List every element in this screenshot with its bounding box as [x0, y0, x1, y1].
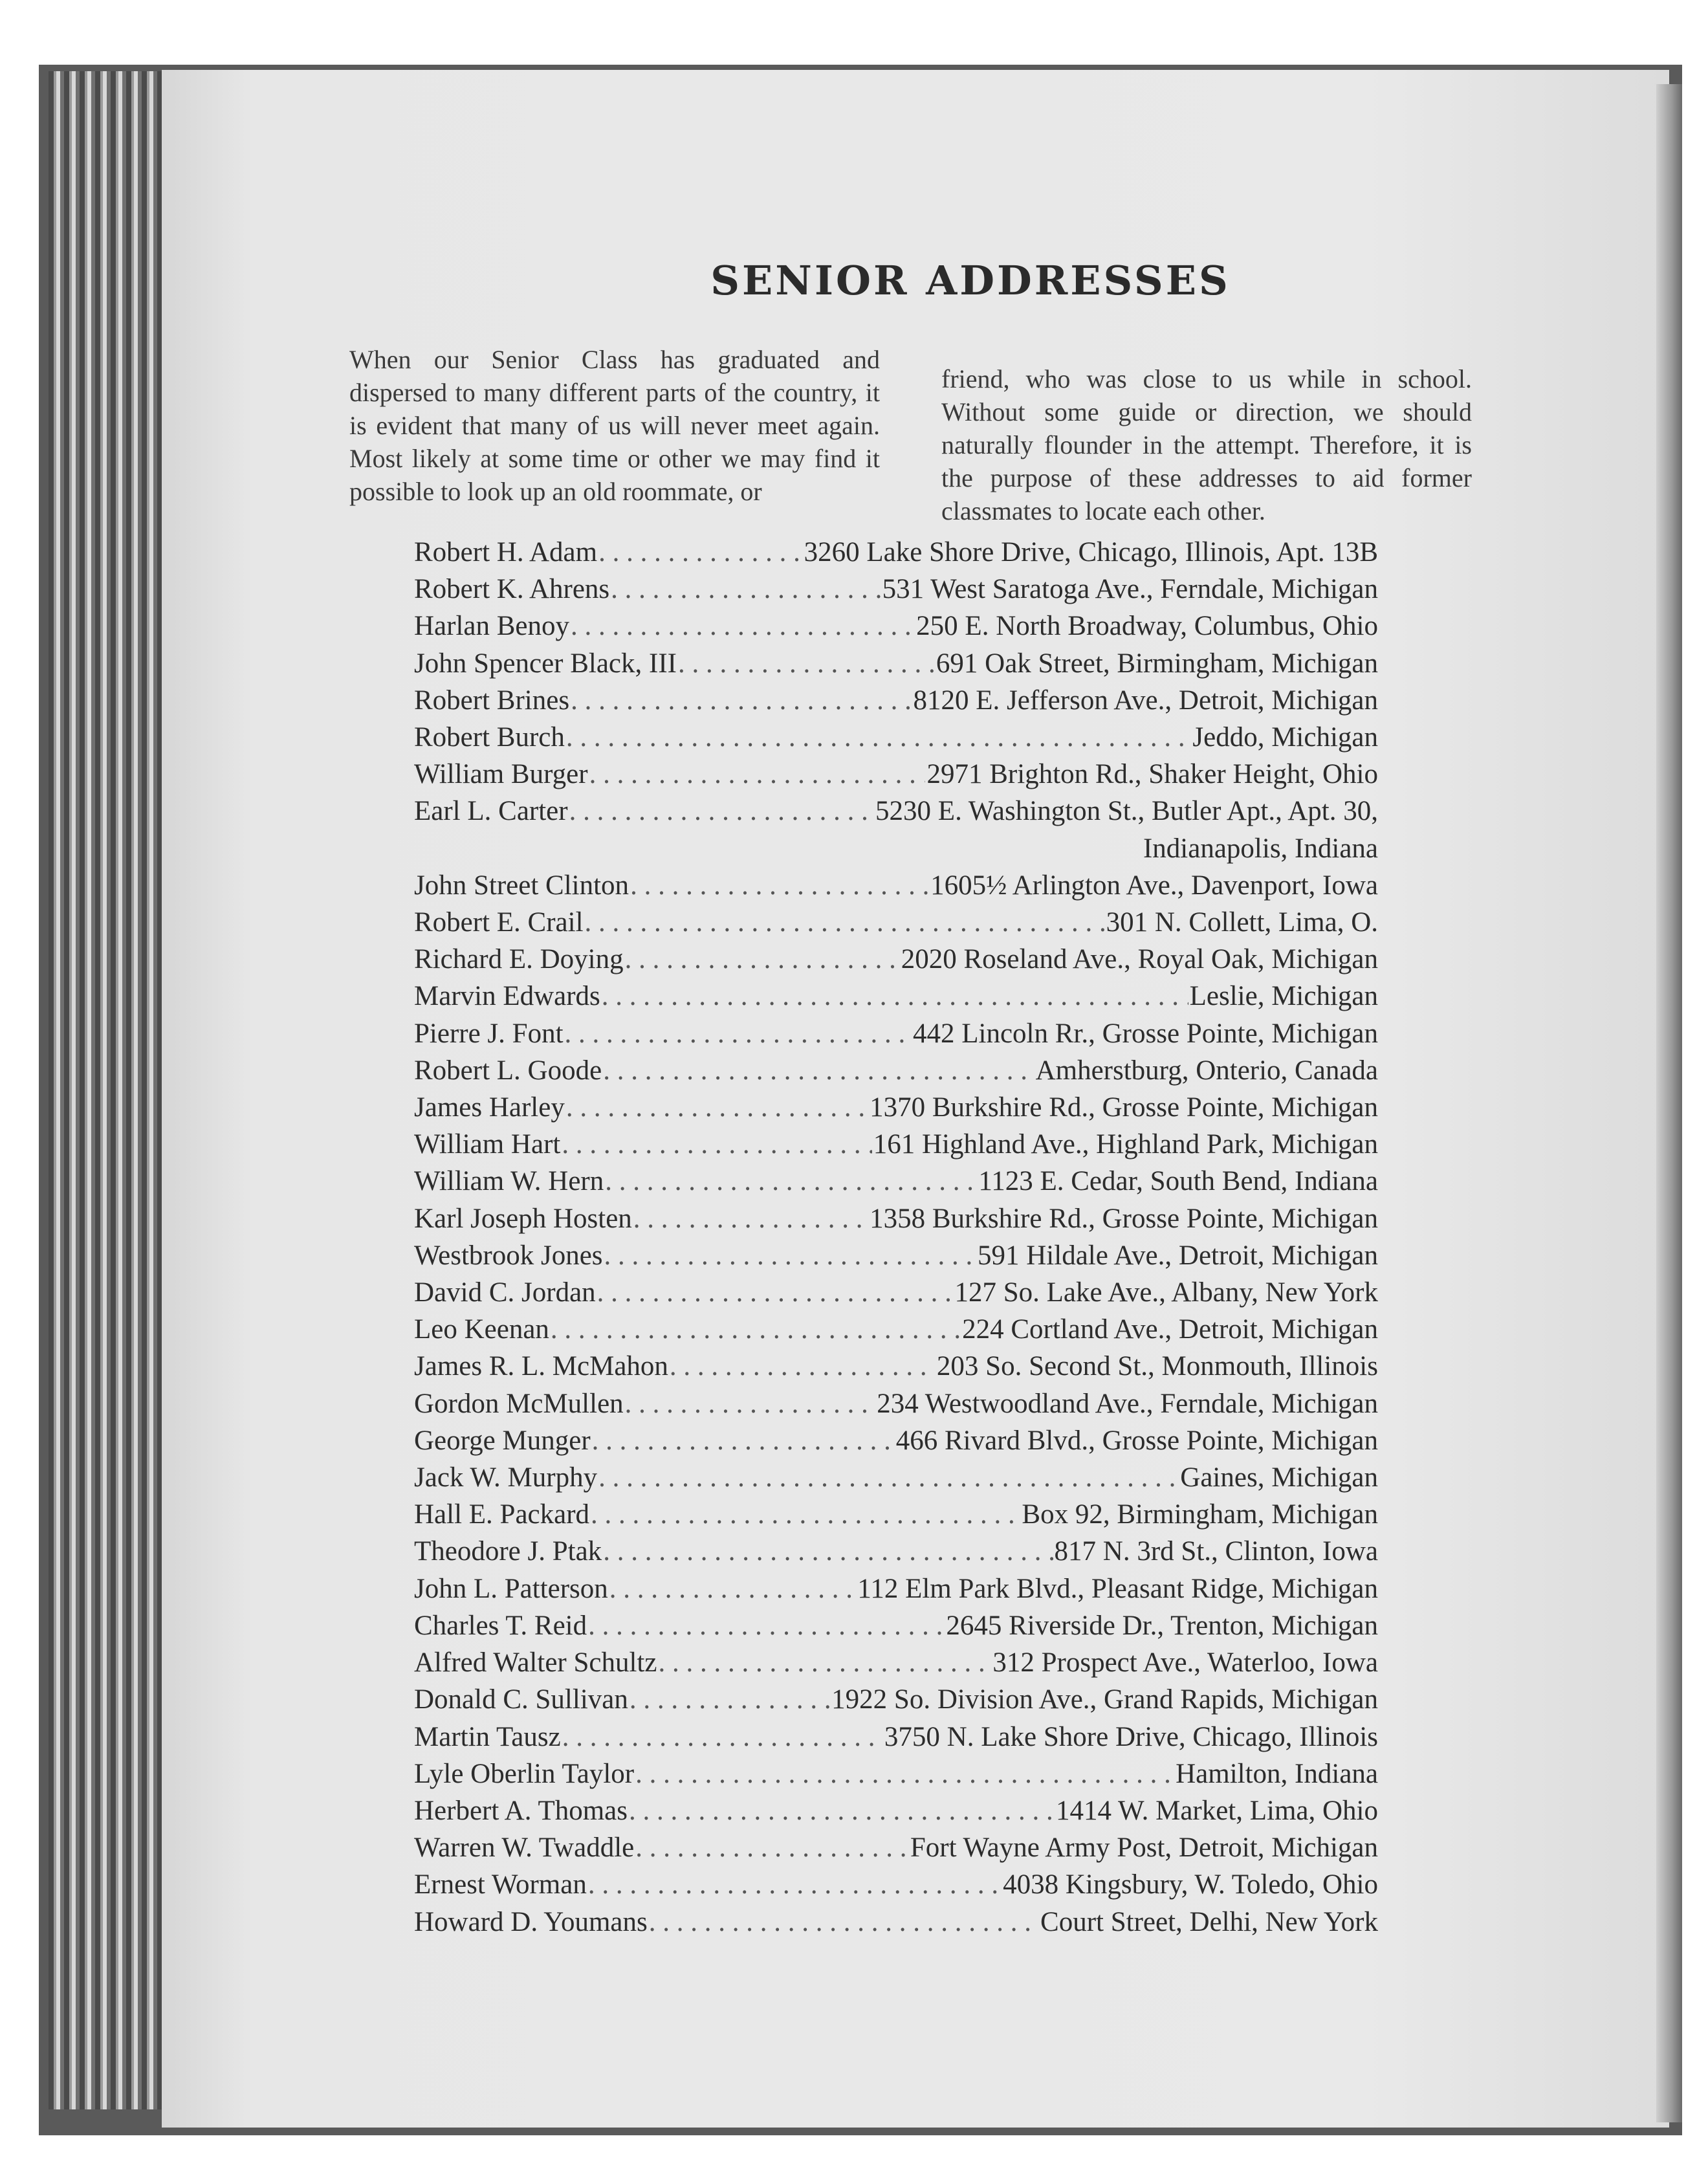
dot-leader — [588, 1866, 1002, 1903]
dot-leader — [566, 1089, 868, 1126]
senior-address: 250 E. North Broadway, Columbus, Ohio — [916, 611, 1378, 642]
senior-address: 234 Westwoodland Ave., Ferndale, Michigan — [877, 1388, 1378, 1419]
senior-address: 3260 Lake Shore Drive, Chicago, Illinois, Apt. 13B — [804, 537, 1378, 567]
senior-address: 1358 Burkshire Rd., Grosse Pointe, Michigan — [870, 1203, 1378, 1234]
senior-address: 1605½ Arlington Ave., Davenport, Iowa — [930, 870, 1378, 901]
senior-name: Warren W. Twaddle — [414, 1832, 635, 1864]
address-entry — [414, 1866, 1378, 1903]
dot-leader — [658, 1644, 991, 1681]
senior-address: 2971 Brighton Rd., Shaker Height, Ohio — [926, 759, 1378, 790]
dot-leader — [609, 1570, 857, 1607]
senior-address: Jeddo, Michigan — [1192, 722, 1378, 753]
senior-name: Martin Tausz — [414, 1721, 561, 1752]
senior-name: James Harley — [414, 1092, 565, 1123]
dot-leader — [551, 1311, 961, 1348]
address-entry — [414, 867, 1378, 904]
senior-name: Herbert A. Thomas — [414, 1795, 628, 1826]
address-entry — [414, 1607, 1378, 1644]
address-entry — [414, 1015, 1378, 1052]
dot-leader — [603, 1533, 1053, 1570]
senior-address: 1922 So. Division Ave., Grand Rapids, Michigan — [831, 1684, 1378, 1715]
dot-leader — [604, 1237, 976, 1274]
dot-leader — [565, 1015, 912, 1052]
senior-address: Amherstburg, Onterio, Canada — [1035, 1055, 1378, 1086]
dot-leader — [633, 1200, 868, 1237]
address-entry — [414, 1459, 1378, 1496]
dot-leader — [592, 1422, 895, 1459]
dot-leader — [589, 756, 926, 793]
address-entry — [414, 1385, 1378, 1422]
address-entry — [414, 1237, 1378, 1274]
senior-address: 203 So. Second St., Monmouth, Illinois — [936, 1351, 1378, 1382]
senior-address: 3750 N. Lake Shore Drive, Chicago, Illinois — [884, 1721, 1378, 1752]
senior-name: William Hart — [414, 1129, 561, 1160]
address-entry — [414, 978, 1378, 1015]
senior-name: David C. Jordan — [414, 1277, 596, 1308]
senior-address: 301 N. Collett, Lima, O. — [1106, 907, 1378, 938]
address-entry — [414, 1792, 1378, 1829]
dot-leader — [649, 1904, 1039, 1941]
senior-name: Robert L. Goode — [414, 1055, 602, 1086]
address-entry — [414, 1274, 1378, 1311]
address-entry — [414, 1496, 1378, 1533]
senior-name: Marvin Edwards — [414, 981, 600, 1012]
senior-address-continued: Indianapolis, Indiana — [1143, 833, 1378, 864]
senior-name: William W. Hern — [414, 1166, 604, 1197]
senior-address: 531 West Saratoga Ave., Ferndale, Michigan — [882, 574, 1378, 605]
address-entry — [414, 645, 1378, 682]
senior-address: 224 Cortland Ave., Detroit, Michigan — [962, 1314, 1378, 1345]
address-entry — [414, 1755, 1378, 1792]
address-entry — [414, 1719, 1378, 1755]
senior-name: George Munger — [414, 1425, 591, 1456]
dot-leader — [566, 719, 1192, 756]
dot-leader — [598, 534, 803, 571]
senior-name: John Spencer Black, III — [414, 648, 677, 679]
dot-leader — [678, 645, 935, 682]
dot-leader — [598, 1459, 1179, 1496]
senior-address: 5230 E. Washington St., Butler Apt., Apt. 30, — [875, 796, 1378, 827]
senior-name: Leo Keenan — [414, 1314, 549, 1345]
senior-name: Earl L. Carter — [414, 796, 568, 827]
senior-name: Robert E. Crail — [414, 907, 584, 938]
dot-leader — [569, 793, 874, 830]
senior-address: Gaines, Michigan — [1180, 1462, 1378, 1493]
dot-leader — [588, 1607, 945, 1644]
senior-address: 442 Lincoln Rr., Grosse Pointe, Michigan — [913, 1018, 1378, 1049]
dot-leader — [630, 867, 929, 904]
senior-address: 112 Elm Park Blvd., Pleasant Ridge, Michigan — [857, 1573, 1378, 1604]
book-gutter-shadow — [1656, 84, 1682, 2122]
senior-address: 1370 Burkshire Rd., Grosse Pointe, Michigan — [870, 1092, 1378, 1123]
dot-leader — [602, 978, 1188, 1015]
intro-paragraph-left: When our Senior Class has graduated and dispersed to many different parts of the country, it is evident that many of us will never meet again. Most likely at some time or other we may find it possible to look up an old roommate, or — [349, 345, 880, 506]
dot-leader — [635, 1755, 1174, 1792]
address-entry — [414, 1533, 1378, 1570]
address-entry — [414, 1348, 1378, 1385]
senior-name: Robert H. Adam — [414, 537, 598, 567]
senior-name: Ernest Worman — [414, 1869, 587, 1900]
address-entry — [414, 793, 1378, 830]
address-entry — [414, 571, 1378, 608]
senior-name: Gordon McMullen — [414, 1388, 624, 1419]
senior-name: Pierre J. Font — [414, 1018, 564, 1049]
senior-address: Fort Wayne Army Post, Detroit, Michigan — [910, 1832, 1378, 1864]
address-entry — [414, 1904, 1378, 1941]
address-entry — [414, 1126, 1378, 1163]
senior-address: 312 Prospect Ave., Waterloo, Iowa — [992, 1647, 1378, 1678]
senior-name: John Street Clinton — [414, 870, 630, 901]
address-directory — [414, 534, 1378, 1941]
address-entry — [414, 534, 1378, 571]
dot-leader — [630, 1681, 830, 1718]
senior-address: 691 Oak Street, Birmingham, Michigan — [936, 648, 1378, 679]
address-entry — [414, 1829, 1378, 1866]
senior-address: Court Street, Delhi, New York — [1040, 1906, 1378, 1937]
senior-address: 817 N. 3rd St., Clinton, Iowa — [1054, 1536, 1378, 1567]
senior-address: Hamilton, Indiana — [1176, 1758, 1378, 1789]
senior-name: Charles T. Reid — [414, 1610, 587, 1641]
dot-leader — [597, 1274, 954, 1311]
address-entry — [414, 1200, 1378, 1237]
senior-name: Robert Brines — [414, 685, 570, 716]
senior-name: William Burger — [414, 759, 588, 790]
dot-leader — [670, 1348, 936, 1385]
dot-leader — [605, 1163, 977, 1200]
address-entry — [414, 1311, 1378, 1348]
senior-name: Westbrook Jones — [414, 1240, 603, 1271]
dot-leader — [603, 1052, 1034, 1089]
address-entry — [414, 1163, 1378, 1200]
senior-name: Donald C. Sullivan — [414, 1684, 628, 1715]
dot-leader — [611, 571, 881, 608]
senior-address: 2020 Roseland Ave., Royal Oak, Michigan — [901, 944, 1378, 975]
dot-leader — [571, 682, 912, 719]
senior-address: 591 Hildale Ave., Detroit, Michigan — [978, 1240, 1378, 1271]
address-entry — [414, 1570, 1378, 1607]
dot-leader — [629, 1792, 1055, 1829]
senior-name: James R. L. McMahon — [414, 1351, 668, 1382]
senior-name: Robert Burch — [414, 722, 565, 753]
senior-name: Jack W. Murphy — [414, 1462, 598, 1493]
address-entry — [414, 719, 1378, 756]
senior-name: John L. Patterson — [414, 1573, 608, 1604]
dot-leader — [571, 608, 915, 644]
dot-leader — [562, 1126, 871, 1163]
address-entry — [414, 1089, 1378, 1126]
dot-leader — [625, 1385, 876, 1422]
dot-leader — [591, 1496, 1020, 1533]
senior-address: 466 Rivard Blvd., Grosse Pointe, Michigan — [895, 1425, 1378, 1456]
address-entry — [414, 608, 1378, 644]
senior-name: Richard E. Doying — [414, 944, 624, 975]
senior-name: Howard D. Youmans — [414, 1906, 648, 1937]
dot-leader — [635, 1829, 909, 1866]
senior-address: 161 Highland Ave., Highland Park, Michigan — [873, 1129, 1378, 1160]
dot-leader — [585, 904, 1105, 941]
address-entry — [414, 1422, 1378, 1459]
address-entry — [414, 1052, 1378, 1089]
senior-name: Robert K. Ahrens — [414, 574, 610, 605]
senior-name: Lyle Oberlin Taylor — [414, 1758, 635, 1789]
book-page-edges — [49, 71, 171, 2109]
senior-address: 1414 W. Market, Lima, Ohio — [1055, 1795, 1378, 1826]
senior-address: 4038 Kingsbury, W. Toledo, Ohio — [1003, 1869, 1378, 1900]
senior-name: Karl Joseph Hosten — [414, 1203, 632, 1234]
senior-name: Alfred Walter Schultz — [414, 1647, 657, 1678]
senior-address: Box 92, Birmingham, Michigan — [1022, 1499, 1378, 1530]
address-entry — [414, 941, 1378, 978]
dot-leader — [625, 941, 900, 978]
address-entry — [414, 682, 1378, 719]
address-entry — [414, 904, 1378, 941]
address-entry — [414, 1644, 1378, 1681]
address-entry — [414, 1681, 1378, 1718]
senior-address: 1123 E. Cedar, South Bend, Indiana — [978, 1166, 1378, 1197]
senior-address: 127 So. Lake Ave., Albany, New York — [954, 1277, 1378, 1308]
senior-address: 8120 E. Jefferson Ave., Detroit, Michigan — [913, 685, 1378, 716]
senior-name: Hall E. Packard — [414, 1499, 590, 1530]
senior-address: 2645 Riverside Dr., Trenton, Michigan — [946, 1610, 1378, 1641]
intro-paragraph-right: friend, who was close to us while in school. Without some guide or direction, we should naturally flounder in the attempt. Therefore, it is the purpose of these addresses to aid former classmates to locate each other. — [941, 364, 1472, 525]
dot-leader — [562, 1719, 883, 1755]
senior-address: Leslie, Michigan — [1189, 981, 1378, 1012]
senior-name: Harlan Benoy — [414, 611, 570, 642]
page-title: SENIOR ADDRESSES — [710, 256, 1231, 304]
senior-name: Theodore J. Ptak — [414, 1536, 602, 1567]
address-entry — [414, 756, 1378, 793]
